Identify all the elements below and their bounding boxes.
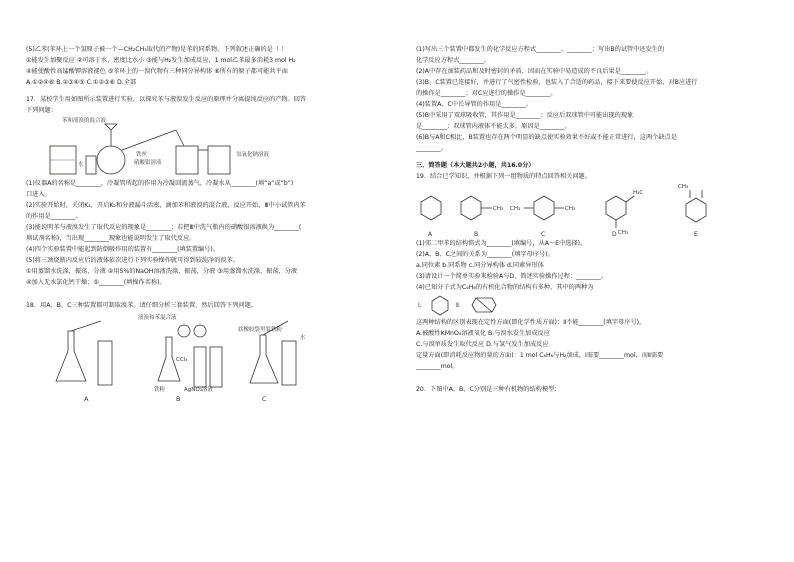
q17-part2: (2)实验开始时，关闭K₁，开启K₂和分液漏斗活塞，滴加苯和液溴的混合液，反应开始，Ⅲ中小试管内苯 xyxy=(26,202,306,209)
q19-group-e2: CH₃ xyxy=(618,230,629,236)
q17-part2b: 的作用是________。 xyxy=(26,213,82,220)
q19-group-b: CH₃ xyxy=(493,206,504,212)
q19-struct-i-label: Ⅰ. xyxy=(418,302,422,309)
q16-options-2: ④能使酸性高锰酸钾溶液褪色 ⑤苯环上的一溴代物有三种同分异构体 ⑥所有的原子都可能共平面 xyxy=(26,68,288,75)
q18-fig-label-c: C xyxy=(262,395,267,403)
q18-fig-label-iron: 铁粉 xyxy=(154,387,166,393)
q18-part3b: 的操作是________；对C应进行的操作是________。 xyxy=(416,90,557,97)
q19-part4c: C.与溴单质发生取代反应 D.与氢气发生加成反应 xyxy=(416,341,549,348)
q17-apparatus-figure xyxy=(26,116,386,178)
q17-fig-label-mix: 苯和液溴的混合液 xyxy=(62,118,107,124)
q19-group-e1: CH₃ xyxy=(678,184,689,190)
q19-part4a: 这两种结构的区别表现在定性方面(即化学性质方面)：Ⅱ不能________(填字母序号)。 xyxy=(416,319,646,326)
q17-fig-label-water: 水 xyxy=(78,162,84,168)
section-3-heading: 三、简答题（本大题共2小题，共16.0分） xyxy=(416,162,535,169)
q17-part4: (4)四个实验装置中能起到防倒吸作用的装置有________(填装置编号)。 xyxy=(26,246,220,253)
q19-label-a: A xyxy=(428,231,433,238)
q18-part1: (1)写出三个装置中都发生的化学反应方程式________、________；写出B的试管中还发生的 xyxy=(416,46,665,53)
q19-group-d: H₃C xyxy=(633,190,644,196)
q17-fig-label-iron: 铁丝 xyxy=(136,152,148,158)
q17-part1: (1)仪器A的名称是________，冷凝管所起的作用为冷凝回流蒸气，冷凝水从________(填“a”或“b”) xyxy=(26,180,294,187)
q17-part5b: ④加入无水氯化钙干燥；⑤________(填操作名称)。 xyxy=(26,279,166,286)
q17-fig-label-agno3: 硝酸银溶液 xyxy=(134,160,162,166)
q18-part3: (3)B、C装置已连接好，并进行了气密性检验，也装入了合适的药品，接下来要使反应开始，对B应进行 xyxy=(416,79,698,86)
left-column xyxy=(26,44,386,403)
q18-part5b: 是________；双球管内液体不能太多，原因是________。 xyxy=(416,123,571,130)
q19-part2: (2)A、B、C之间的关系为________(填字母序号)。 xyxy=(416,251,554,258)
q18-part6b: ________。 xyxy=(416,145,447,152)
q19-struct-ii-label: Ⅱ. xyxy=(456,302,461,309)
q18-fig-label-bag: 软橡胶袋里装铁粉 xyxy=(238,327,283,333)
q18-part6: (6)B与A和C相比，B装置也存在两个明显的缺点使实验效果不好或不能正常进行，这两个缺点是 xyxy=(416,134,677,141)
q16-options-1: ①能发生加聚反应 ②可溶于水，密度比水小 ③能与H₂发生加成反应，1 mol乙苯最多消耗3 mol H₂ xyxy=(26,57,296,64)
q19-part2-options: a.同位素 b.同系物 c.同分异构体 d.同素异形体 xyxy=(416,262,544,269)
q16-stem: (5)乙苯(苯环上一个氢原子被一个—CH₂CH₃取代的产物)是苯的同系物，下列叙述正确的是（ ） xyxy=(26,46,288,53)
q17-part5: (5)将三颈烧瓶内反应后的液体依次进行下列实验操作就可得到较纯净的溴苯。 xyxy=(26,257,239,264)
q19-label-c: C xyxy=(541,231,546,238)
q17-stem-2: 下列问题： xyxy=(26,107,57,114)
q19-part4e: ________mol。 xyxy=(416,363,459,370)
q20-stem: 20．下图中A、B、C分别是三种有机物的结构模型： xyxy=(416,386,561,393)
q19-part1: (1)邻二甲苯的结构简式为________(填编号，从A～E中选择)。 xyxy=(416,240,587,247)
q19-stem: 19．结合已学知识，并根据下列一组物质的特点回答相关问题。 xyxy=(416,173,591,180)
q19-label-b: B xyxy=(474,231,479,238)
q19-part4b: A.被酸性KMnO₄溶液氧化 B.与溴水发生加成反应 xyxy=(416,330,550,337)
q18-fig-label-water: 水 xyxy=(300,335,306,341)
q17-part3: (3)能说明苯与液溴发生了取代反应的现象是________；若把Ⅲ中洗气瓶内的硝酸银溶液换为________( xyxy=(26,224,302,231)
q19-part4: (4)已知分子式为C₆H₆的有机化合物的结构有多种，其中的两种为 xyxy=(416,284,594,291)
q19-part3: (3)请设计一个简单实验来检验A与D，简述实验操作过程：________。 xyxy=(416,273,608,280)
q19-c6h6-structures xyxy=(416,293,776,317)
q18-part4: (4)装置A、C中长导管的作用是________。 xyxy=(416,101,533,108)
q18-fig-label-mix: 液溴和苯混合液 xyxy=(138,315,177,321)
q19-structures-figure xyxy=(416,182,776,238)
q19-part4d: 定量方面(即消耗反应物的量的方面)：1 mol C₆H₆与H₂加成，Ⅰ需要________mol，而Ⅱ需要 xyxy=(416,352,664,359)
q19-label-d: D xyxy=(612,231,617,238)
q18-fig-label-agno3: AgNO₃溶液 xyxy=(184,387,213,393)
q17-part5a: ①用蒸馏水洗涤，振荡，分液 ②用5%的NaOH溶液洗涤，振荡，分液 ③用蒸馏水洗涤，振荡，分液 xyxy=(26,268,298,275)
q18-part5: (5)B中采用了双球吸收管，其作用是________；反应后双球管中可能出现的现象 xyxy=(416,112,634,119)
q19-label-e: E xyxy=(694,231,698,238)
q16-choices: A.①②④⑥ B.②③④⑤ C.①②③⑥ D.全部 xyxy=(26,79,137,86)
q17-stem: 17．某校学生用如图所示装置进行实验，以探究苯与液溴发生反应的原理并分离提纯反应的产物。回答 xyxy=(26,96,307,103)
right-column xyxy=(416,44,776,395)
q19-group-c1: CH₃ xyxy=(510,206,521,212)
q18-part2: (2)A中存在加装药品和及时密封的矛盾，因而在实验中易造成的不良后果是________。 xyxy=(416,68,652,75)
q17-fig-label-naoh: 氢氧化钠溶液 xyxy=(236,152,270,158)
q18-fig-label-a: A xyxy=(84,395,89,403)
q18-part1b: 化学反应方程式________。 xyxy=(416,57,491,64)
q17-part1b: 口进入。 xyxy=(26,191,51,198)
q18-apparatus-figure xyxy=(26,311,386,403)
q18-stem: 18．用A、B、C三种装置都可制取溴苯。请仔细分析三套装置，然后回答下列问题。 xyxy=(26,302,258,309)
q18-fig-label-b: B xyxy=(176,395,181,403)
q17-part3b: 填试剂名称)，当出现________现象也能说明发生了取代反应。 xyxy=(26,235,196,242)
q19-group-c2: CH₃ xyxy=(565,206,576,212)
q18-fig-label-ccl4: CCl₄ xyxy=(176,357,188,363)
